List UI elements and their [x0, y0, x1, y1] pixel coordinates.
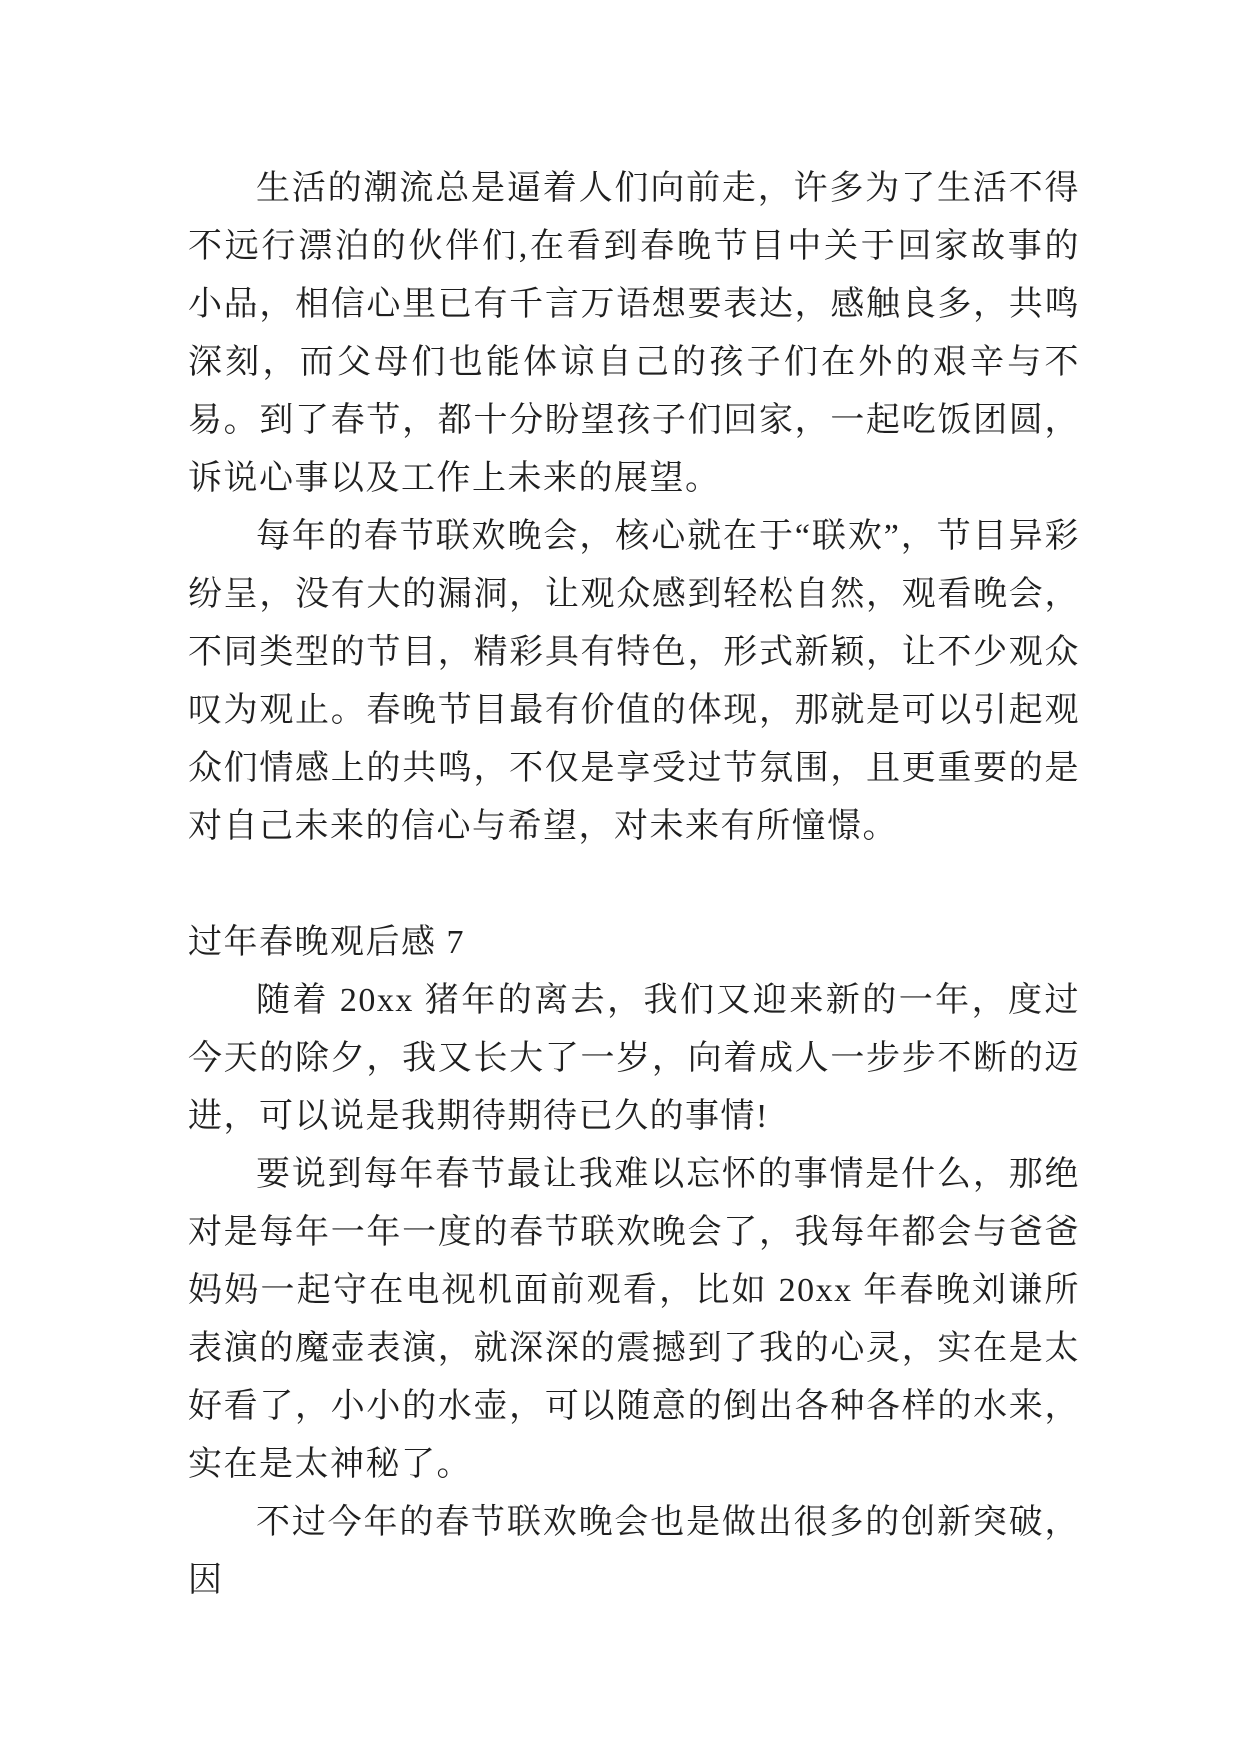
paragraph-innovation-breakthrough: 不过今年的春节联欢晚会也是做出很多的创新突破，因: [188, 1504, 1080, 1599]
paragraph-new-year-arrival: 随着 20xx 猪年的离去，我们又迎来新的一年，度过今天的除夕，我又长大了一岁，向着成人一步步不断的迈进，可以说是我期待期待已久的事情!: [188, 982, 1080, 1135]
document-text-block: [188, 160, 1080, 1610]
paragraph-life-trend: 生活的潮流总是逼着人们向前走，许多为了生活不得不远行漂泊的伙伴们,在看到春晚节目中关于回家故事的小品，相信心里已有千言万语想要表达，感触良多，共鸣深刻，而父母们也能体谅自己的孩子们在外的艰辛与不易。到了春节，都十分盼望孩子们回家，一起吃饭团圆，诉说心事以及工作上未来的展望。: [188, 170, 1080, 497]
section-heading-review-7: 过年春晚观后感 7: [188, 924, 465, 961]
paragraph-gala-highlights: 每年的春节联欢晚会，核心就在于“联欢”，节目异彩纷呈，没有大的漏洞，让观众感到轻松自然，观看晚会，不同类型的节目，精彩具有特色，形式新颖，让不少观众叹为观止。春晚节目最有价值的体现，那就是可以引起观众们情感上的共鸣，不仅是享受过节氛围，且更重要的是对自己未来的信心与希望，对未来有所憧憬。: [188, 518, 1080, 845]
paragraph-magic-teapot: 要说到每年春节最让我难以忘怀的事情是什么，那绝对是每年一年一度的春节联欢晚会了，我每年都会与爸爸妈妈一起守在电视机面前观看，比如 20xx 年春晚刘谦所表演的魔壶表演，就深深的震撼到了我的心灵，实在是太好看了，小小的水壶，可以随意的倒出各种各样的水来，实在是太神秘了。: [188, 1156, 1080, 1483]
